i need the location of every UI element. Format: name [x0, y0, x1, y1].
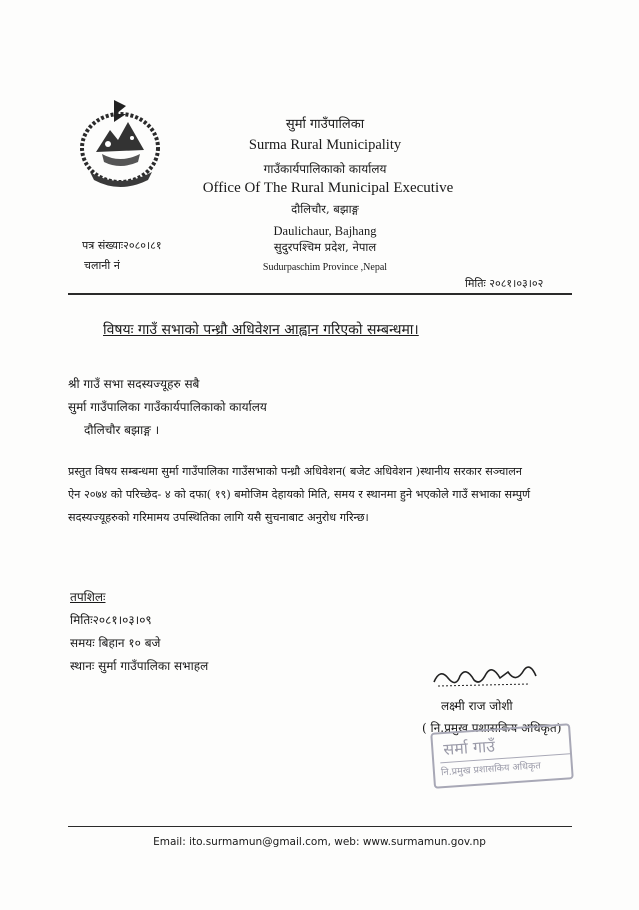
municipality-name-english: Surma Rural Municipality	[248, 137, 402, 153]
dispatch-number: चलानी नं	[84, 259, 120, 272]
meeting-time: समयः बिहान १० बजे	[70, 636, 161, 650]
footer-divider	[68, 826, 572, 827]
subject-line: विषयः गाउँ सभाको पन्ध्रौ अधिवेशन आह्वान गरिएको सम्बन्धमा।	[103, 322, 419, 338]
official-stamp	[430, 723, 574, 789]
addressee-line: श्री गाउँ सभा सदस्यज्यूहरु सबै	[68, 377, 200, 391]
place-english: Daulichaur, Bajhang	[273, 224, 377, 238]
province-nepali: सुदुरपश्चिम प्रदेश, नेपाल	[273, 240, 377, 254]
footer-contact: Email: ito.surmamun@gmail.com, web: www.surmamun.gov.np	[153, 836, 486, 848]
addressee-line: सुर्मा गाउँपालिका गाउँकार्यपालिकाको कार्यालय	[68, 400, 267, 414]
signatory-name: लक्ष्मी राज जोशी	[441, 699, 513, 713]
addressee-line: दौलिचौर बझाङ्ग ।	[84, 423, 160, 437]
letter-number: पत्र संख्याः२०८०।८१	[82, 239, 162, 252]
issue-date: मितिः २०८१।०३।०२	[465, 277, 544, 290]
stamp-top-text: सर्मा गाउँ	[442, 736, 496, 760]
municipality-name-nepali: सुर्मा गाउँपालिका	[285, 117, 365, 132]
office-name-english: Office Of The Rural Municipal Executive	[202, 180, 454, 196]
office-name-nepali: गाउँकार्यपालिकाको कार्यालय	[263, 162, 387, 176]
signatory-title: ( नि.प्रमुख प्रशासकिय अधिकृत)	[422, 721, 562, 735]
handwritten-signature-icon	[430, 658, 550, 692]
details-heading: तपशिलः	[70, 590, 106, 604]
province-english: Sudurpaschim Province ,Nepal	[262, 262, 388, 273]
body-line: सदस्यज्यूहरुको गरिमामय उपस्थितिका लागि यसै सुचनाबाट अनुरोध गरिन्छ।	[68, 511, 369, 524]
meeting-place: स्थानः सुर्मा गाउँपालिका सभाहल	[70, 659, 209, 673]
nepal-emblem-icon	[68, 92, 172, 194]
meeting-date: मितिः२०८१।०३।०९	[70, 613, 152, 627]
body-line: प्रस्तुत विषय सम्बन्धमा सुर्मा गाउँपालिका गाउँसभाको पन्ध्रौ अधिवेशन( बजेट अधिवेशन )स्थानीय सरकार सञ्चालन	[68, 465, 523, 478]
stamp-bottom-text: नि.प्रमुख प्रशासकिय अधिकृत	[440, 753, 571, 778]
place-nepali: दौलिचौर, बझाङ्ग	[291, 202, 359, 216]
header-divider	[68, 293, 572, 295]
body-line: ऐन २०७४ को परिच्छेद- ४ को दफा( १९) बमोजिम देहायको मिति, समय र स्थानमा हुने भएकोले गाउँ सभाका सम्पुर्ण	[68, 488, 531, 501]
